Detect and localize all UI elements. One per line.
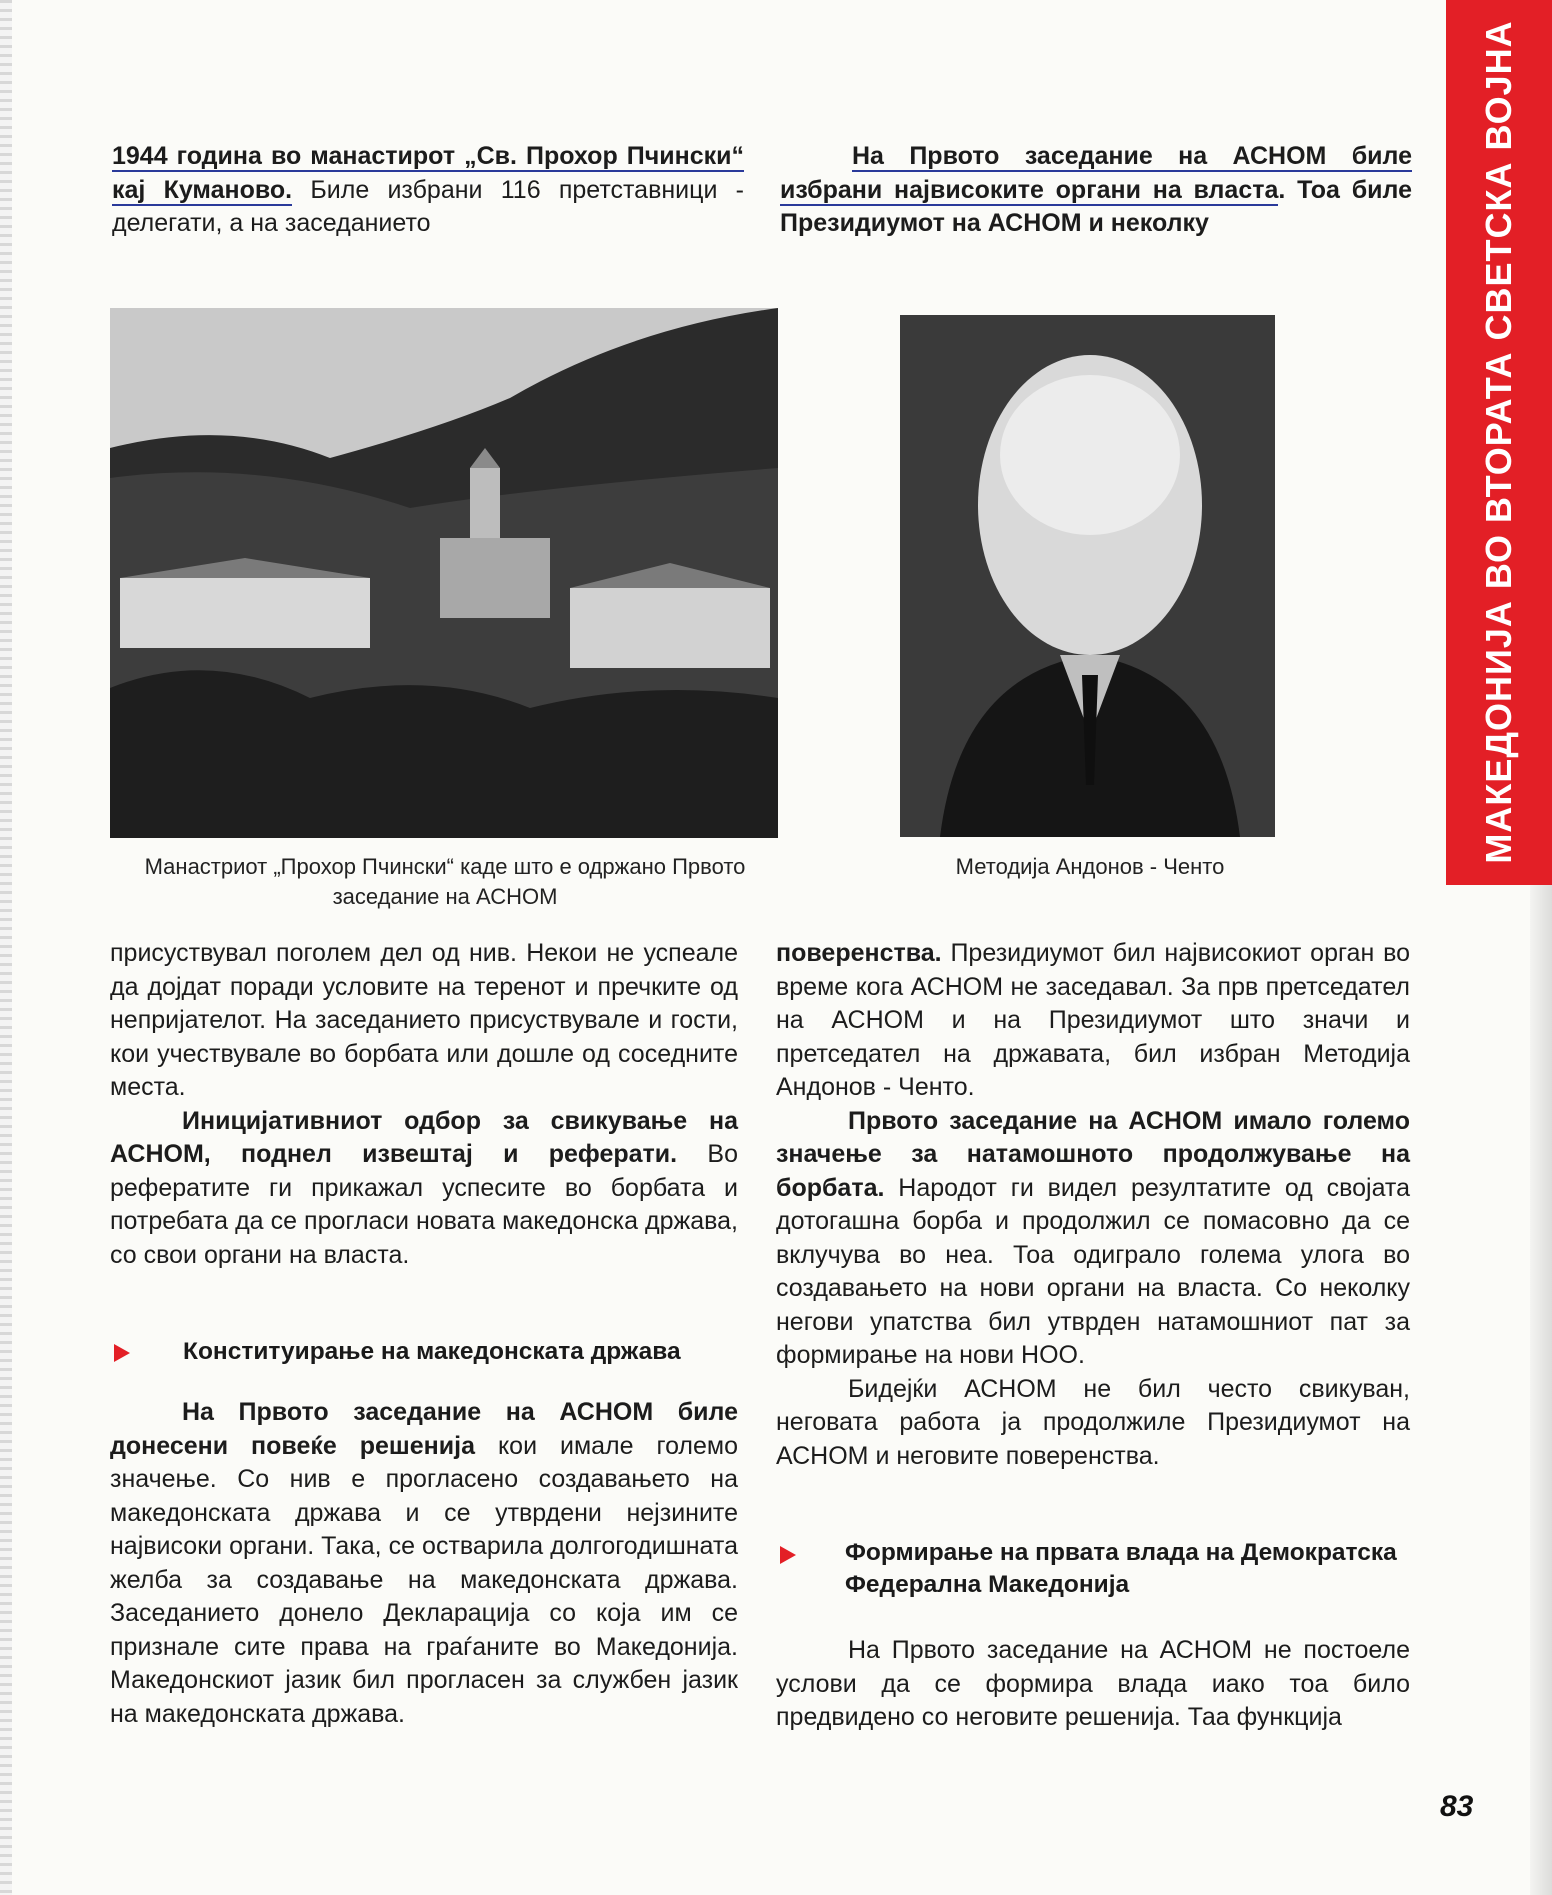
column-left-bottom xyxy=(110,1396,738,1731)
paragraph xyxy=(776,937,1410,1105)
bold-text: Иницијативниот одбор за свикување на АСНОМ, поднел извештај и реферати. xyxy=(110,1106,738,1168)
underlined-bold-text: На Првото заседание на АСНОМ биле избрани највисоките органи на власта xyxy=(780,142,1412,204)
spiral-binding-edge xyxy=(0,0,12,1895)
section-heading: Конституирање на македонската држава xyxy=(183,1338,681,1365)
paragraph: На Првото заседание на АСНОМ не постоеле услови да се формира влада иако тоа било предвидено со неговите решенија. Таа функција xyxy=(776,1636,1410,1731)
paragraph xyxy=(110,1105,738,1273)
paragraph xyxy=(776,1105,1410,1373)
portrait-caption: Методија Андонов - Ченто xyxy=(955,854,1225,879)
portrait-photo xyxy=(900,315,1275,837)
monastery-illustration xyxy=(110,308,778,838)
bold-text: На Првото заседание на АСНОМ биле донесени повеќе решенија xyxy=(110,1398,738,1460)
portrait-illustration xyxy=(900,315,1275,837)
column-left-middle xyxy=(110,937,738,1272)
chapter-title: МАКЕДОНИЈА ВО ВТОРАТА СВЕТСКА ВОЈНА xyxy=(1478,20,1519,864)
monastery-photo xyxy=(110,308,778,838)
text: . Тоа биле Президиумот на АСНОМ и неколку xyxy=(780,175,1412,237)
column-right-top xyxy=(780,140,1412,241)
page-number: 83 xyxy=(1440,1790,1474,1823)
page-edge xyxy=(1530,885,1552,1895)
paragraph xyxy=(112,140,744,241)
text: Народот ги видел резултатите од својата дотогашна борба и продолжил се помасовно да се вклучува во неа. Тоа одиграло голема улога во создавањето на нови органи на власта. Со неколку негови упатства бил утврден натамошниот пат за формирање на нови НОО. xyxy=(776,1173,1410,1369)
text: Президиумот бил највисокиот орган во време кога АСНОМ не заседавал. За прв претседател на АСНОМ и на Президиумот што значи и претседател на државата, бил избран Методија Андонов - Ченто. xyxy=(776,939,1410,1101)
column-left-top xyxy=(112,140,744,241)
section-arrow-icon xyxy=(114,1344,130,1362)
text: кои имале големо значење. Со нив е прогласено создавањето на македонската држава и се утврдени нејзините највисоки органи. Така, се остварила долгогодишната желба за создавање на македонската држава. Заседанието донело Декларација со која им се признале сите права на граѓаните во Македонија. Македонскиот јазик бил прогласен за службен јазик на македонската држава. xyxy=(110,1431,738,1728)
paragraph: присуствувал поголем дел од нив. Некои не успеале да дојдат поради условите на теренот и пречките од непријателот. На заседанието присуствувале и гости, кои учествувале во борбата или дошле од соседните места. xyxy=(110,939,738,1101)
bold-text: поверенства. xyxy=(776,939,942,967)
column-right-bottom xyxy=(776,1634,1410,1735)
monastery-caption: Манастриот „Прохор Пчински“ каде што е одржано Првото заседание на АСНОМ xyxy=(144,854,746,909)
section-heading: Формирање на првата влада на Демократска Федерална Македонија xyxy=(845,1539,1397,1598)
paragraph xyxy=(110,1396,738,1731)
section-arrow-icon xyxy=(780,1546,796,1564)
bold-text: Првото заседание на АСНОМ имало големо значење за натамошното продолжување на борбата. xyxy=(776,1106,1410,1202)
text: Во рефератите ги прикажал успесите во борбата и потребата да се прогласи новата македонска држава, со свои органи на власта. xyxy=(110,1140,738,1269)
paragraph: Бидејќи АСНОМ не бил често свикуван, неговата работа ја продолжиле Президиумот на АСНОМ и неговите поверенства. xyxy=(776,1374,1410,1470)
paragraph xyxy=(780,140,1412,241)
text: Биле избрани 116 претставници - делегати, а на заседанието xyxy=(112,175,744,237)
column-right-middle xyxy=(776,937,1410,1473)
underlined-bold-text: 1944 година во манастирот „Св. Прохор Пчински“ кај Куманово. xyxy=(112,142,744,204)
